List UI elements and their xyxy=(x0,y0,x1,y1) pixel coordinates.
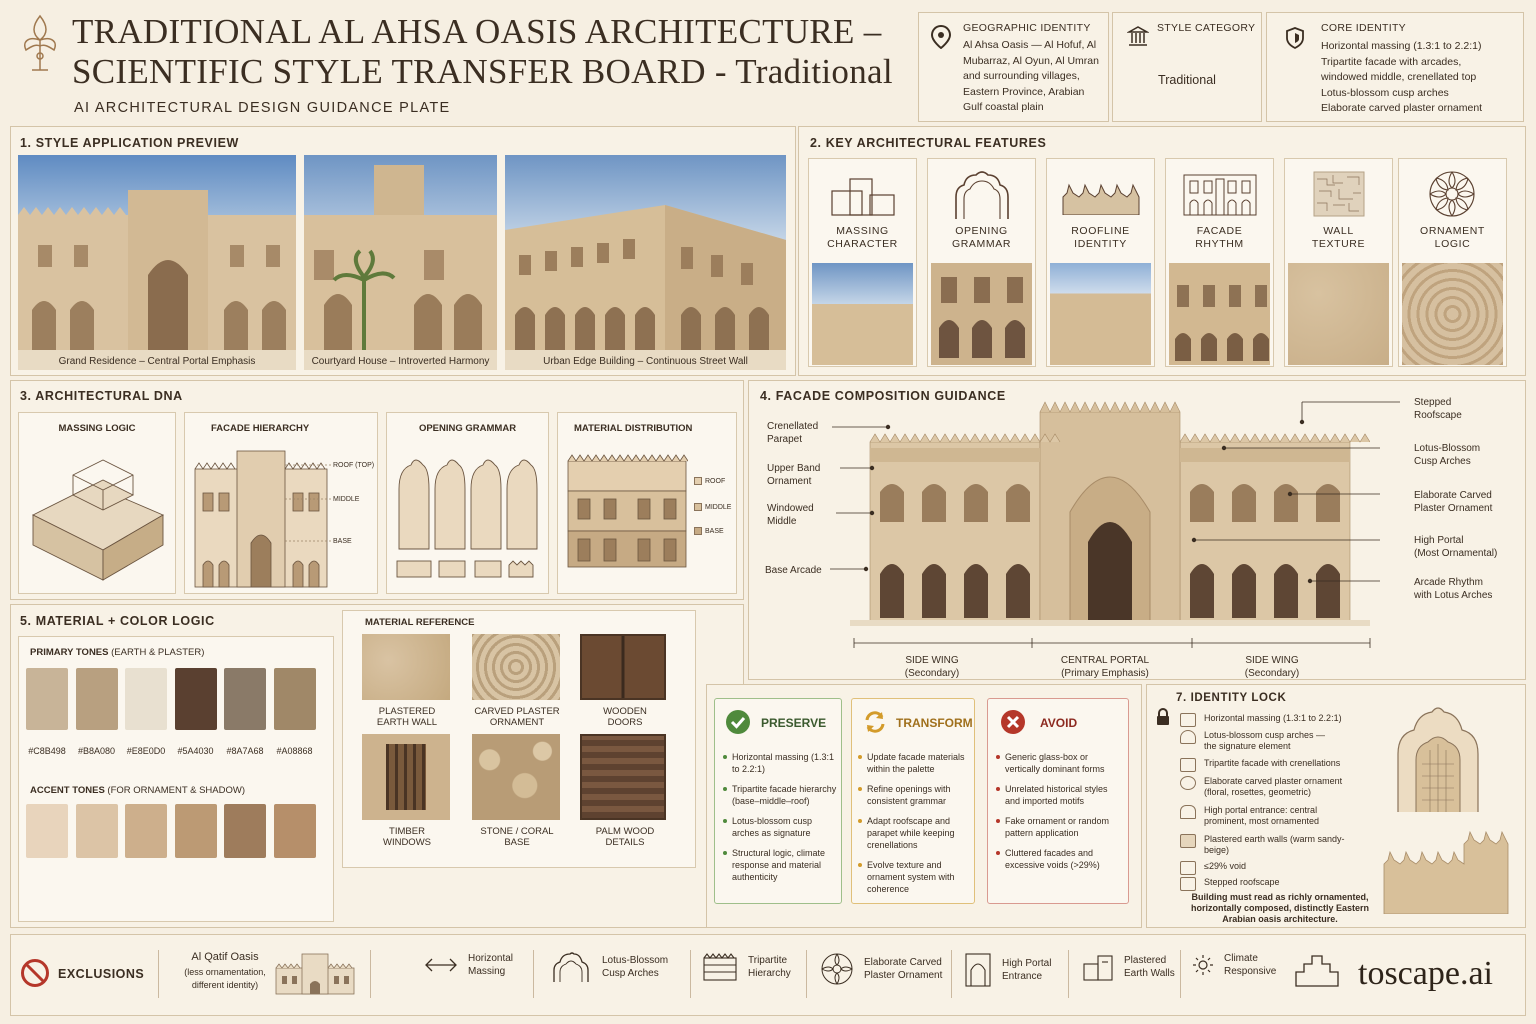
feature-photo xyxy=(1402,263,1503,365)
footer-item-text xyxy=(602,954,668,980)
geo-text: Al Ahsa Oasis — Al Hofuf, Al Mubarraz, Al Oyun, Al Umran and surrounding villages, Eastern Province, Arabian Gulf coastal plain xyxy=(963,39,1099,113)
section-1-title: 1. STYLE APPLICATION PREVIEW xyxy=(20,136,239,150)
sun-icon xyxy=(1192,954,1214,976)
footer-divider xyxy=(806,950,807,998)
mat-key-text: MIDDLE xyxy=(705,503,732,511)
color-swatch xyxy=(274,804,316,858)
color-swatch xyxy=(26,804,68,858)
preserve-item: Horizontal massing (1.3:1 to 2.2:1) xyxy=(723,751,839,775)
preview-caption: Grand Residence – Central Portal Emphasis xyxy=(58,356,256,367)
callout-line: Middle xyxy=(767,516,797,527)
feature-ornament-logic xyxy=(1398,158,1507,367)
footer-divider xyxy=(370,950,371,998)
callout-line: Stepped xyxy=(1414,397,1452,408)
footer-item-earth-walls xyxy=(1082,952,1175,982)
footer-item-climate xyxy=(1192,952,1276,978)
facade-icon xyxy=(1180,758,1196,772)
footer-item-line: Responsive xyxy=(1224,966,1277,977)
mat-ref-line: WOODEN xyxy=(603,706,647,717)
color-hex-label: #C8B498 xyxy=(28,746,66,756)
zone-line: SIDE WING xyxy=(1245,655,1299,666)
zone-line: CENTRAL PORTAL xyxy=(1060,655,1150,666)
footer-item-line: Plastered xyxy=(1124,955,1167,966)
facade-rhythm-icon xyxy=(1182,171,1258,217)
page-title xyxy=(72,12,893,92)
zone-line: SIDE WING xyxy=(905,655,959,666)
preserve-item: Structural logic, climate response and material authenticity xyxy=(723,847,839,883)
footer-item-line: Cusp Arches xyxy=(602,968,659,979)
geo-label: GEOGRAPHIC IDENTITY xyxy=(963,22,1091,34)
mat-key-base xyxy=(694,527,724,535)
avoid-item: Fake ornament or random pattern application xyxy=(996,815,1124,839)
callout-line: Lotus-Blossom xyxy=(1414,443,1481,454)
lock-item-text: Stepped roofscape xyxy=(1204,877,1280,887)
avoid-title: AVOID xyxy=(1040,716,1078,730)
location-pin-icon xyxy=(931,25,951,49)
accent-label-text: ACCENT TONES xyxy=(30,785,105,796)
callout-line: Windowed xyxy=(767,503,814,514)
core-line: Elaborate carved plaster ornament xyxy=(1321,102,1483,114)
preserve-list xyxy=(723,751,839,891)
callout-high-portal xyxy=(1414,534,1497,560)
core-lines xyxy=(1321,39,1482,117)
shield-icon xyxy=(1285,27,1305,49)
section-7-title: 7. IDENTITY LOCK xyxy=(1176,692,1287,704)
identity-statement: Building must read as richly ornamented, horizontally composed, distinctly Eastern Arabian oasis architecture. xyxy=(1190,892,1370,924)
mat-ref-caption xyxy=(362,826,452,848)
footer-divider xyxy=(1180,950,1181,998)
zone-dimension-line xyxy=(852,636,1372,650)
color-swatch xyxy=(274,668,316,730)
portal-icon xyxy=(1180,805,1196,819)
footer-item-line: Earth Walls xyxy=(1124,968,1175,979)
wall-icon xyxy=(1180,834,1196,848)
lock-item-text: Plastered earth walls (warm sandy-beige) xyxy=(1204,834,1345,855)
avoid-item: Unrelated historical styles and imported motifs xyxy=(996,783,1124,807)
mat-ref-image xyxy=(580,734,666,820)
tier-middle-label: MIDDLE xyxy=(333,496,360,503)
portal-icon xyxy=(964,952,992,988)
refresh-icon xyxy=(862,709,888,735)
lock-item xyxy=(1180,834,1354,856)
feature-photo xyxy=(1169,263,1270,365)
callout-carved-plaster xyxy=(1414,489,1492,515)
zone-central-portal xyxy=(1040,654,1170,680)
mat-ref-line: STONE / CORAL xyxy=(480,826,554,837)
lock-item xyxy=(1180,861,1246,875)
preserve-item: Lotus-blossom cusp arches as signature xyxy=(723,815,839,839)
exclusions-label: EXCLUSIONS xyxy=(58,967,145,981)
check-icon xyxy=(725,709,751,735)
feature-label-line: MASSING xyxy=(836,225,889,237)
opening-grammar-label: OPENING GRAMMAR xyxy=(418,423,517,434)
color-hex-label: #A08868 xyxy=(276,746,313,756)
mat-ref-doors xyxy=(580,634,670,728)
zone-line: (Primary Emphasis) xyxy=(1061,668,1149,679)
footer-item-tripartite xyxy=(702,952,791,982)
feature-label xyxy=(1399,225,1506,251)
feature-label-line: RHYTHM xyxy=(1195,238,1244,250)
callout-leaders xyxy=(820,400,1420,660)
feature-label-line: ROOFLINE xyxy=(1071,225,1130,237)
primary-label-text: PRIMARY TONES xyxy=(30,647,109,658)
excluded-style-note: (less ornamentation, different identity) xyxy=(184,967,266,990)
lock-item xyxy=(1180,805,1354,827)
lock-item xyxy=(1180,776,1354,798)
mat-key-text: ROOF xyxy=(705,477,726,485)
color-swatch xyxy=(224,668,266,730)
feature-label-line: ORNAMENT xyxy=(1420,225,1485,237)
footer-divider xyxy=(1068,950,1069,998)
callout-line: Arcade Rhythm xyxy=(1414,577,1483,588)
facade-hierarchy-card xyxy=(184,412,378,594)
callout-upper-band xyxy=(767,462,820,488)
transform-card xyxy=(851,698,975,904)
excluded-style-name: Al Qatif Oasis xyxy=(191,951,259,963)
mat-ref-line: ORNAMENT xyxy=(489,717,545,728)
lock-item xyxy=(1180,730,1334,752)
mat-ref-stone xyxy=(472,734,562,848)
footer-item-line: Elaborate Carved xyxy=(864,957,942,968)
footer-item-line: Plaster Ornament xyxy=(864,970,943,981)
callout-arcade-rhythm xyxy=(1414,576,1492,602)
feature-label xyxy=(928,225,1035,251)
callout-line: with Lotus Arches xyxy=(1414,590,1493,601)
stepped-roof-icon xyxy=(1180,877,1196,891)
lock-item-text: Tripartite facade with crenellations xyxy=(1204,758,1341,768)
avoid-item: Generic glass-box or vertically dominant forms xyxy=(996,751,1124,775)
page-subtitle: AI ARCHITECTURAL DESIGN GUIDANCE PLATE xyxy=(74,100,451,116)
core-line: windowed middle, crenellated top xyxy=(1321,71,1477,83)
footer-item-horizontal-massing xyxy=(424,952,513,978)
footer-item-line: Horizontal xyxy=(468,953,514,964)
feature-photo xyxy=(812,263,913,365)
preview-urban-edge xyxy=(505,155,786,370)
callout-line: Ornament xyxy=(767,476,812,487)
footer-item-line: Tripartite xyxy=(748,955,788,966)
section-5-title: 5. MATERIAL + COLOR LOGIC xyxy=(20,614,215,628)
timber-window xyxy=(386,744,426,810)
crenellation-icon xyxy=(1061,179,1141,215)
mat-ref-image xyxy=(362,734,450,820)
callout-line: High Portal xyxy=(1414,535,1464,546)
mat-ref-caption xyxy=(472,826,562,848)
avoid-card xyxy=(987,698,1129,904)
preserve-title: PRESERVE xyxy=(761,716,827,730)
tier-roof-label: ROOF (TOP) xyxy=(333,462,375,469)
double-arrow-icon xyxy=(424,957,458,973)
feature-label-line: GRAMMAR xyxy=(951,238,1012,250)
footer-item-text xyxy=(1124,954,1175,980)
accent-tones-label xyxy=(30,785,245,796)
footer-divider xyxy=(690,950,691,998)
mat-key-swatch xyxy=(694,503,702,511)
footer-item-line: Entrance xyxy=(1002,971,1043,982)
footer-item-text xyxy=(1002,957,1051,983)
feature-roofline-identity xyxy=(1046,158,1155,367)
tier-base-label: BASE xyxy=(333,538,352,545)
lock-item-text: Elaborate carved plaster ornament (floral, rosettes, geometric) xyxy=(1204,776,1343,797)
mat-ref-line: PLASTERED xyxy=(378,706,436,717)
color-swatch xyxy=(125,804,167,858)
mat-ref-line: TIMBER xyxy=(389,826,425,837)
feature-label-line: CHARACTER xyxy=(827,238,898,250)
feature-massing-character xyxy=(808,158,917,367)
stepped-roof-icon xyxy=(1294,952,1340,988)
callout-windowed-middle xyxy=(767,502,814,528)
lock-item-text: High portal entrance: central prominent, most ornamented xyxy=(1204,805,1320,826)
color-swatch xyxy=(175,668,217,730)
material-ref-title: MATERIAL REFERENCE xyxy=(365,617,475,628)
callout-line: Roofscape xyxy=(1414,410,1462,421)
core-line: Lotus-blossom cusp arches xyxy=(1321,86,1449,99)
material-distribution-label: MATERIAL DISTRIBUTION xyxy=(574,423,693,434)
feature-label-line: IDENTITY xyxy=(1074,238,1127,250)
feature-wall-texture xyxy=(1284,158,1393,367)
prohibited-icon xyxy=(20,958,50,988)
transform-list xyxy=(858,751,974,903)
mat-ref-timber xyxy=(362,734,452,848)
excluded-style xyxy=(180,950,270,992)
massing-logic-card xyxy=(18,412,176,594)
footer-divider xyxy=(533,950,534,998)
footer-item-text xyxy=(748,954,791,980)
footer-item-line: Massing xyxy=(468,966,506,977)
arch-icon xyxy=(1180,730,1196,744)
avoid-list xyxy=(996,751,1124,879)
mat-ref-carved xyxy=(472,634,562,728)
feature-label xyxy=(1166,225,1273,251)
color-swatch xyxy=(76,668,118,730)
primary-label-note: (EARTH & PLASTER) xyxy=(111,647,205,658)
rosette-icon xyxy=(820,952,854,986)
color-hex-label: #5A4030 xyxy=(177,746,214,756)
mat-ref-line: BASE xyxy=(504,837,530,848)
footer-item-cusp-arches xyxy=(550,952,668,982)
style-label: STYLE CATEGORY xyxy=(1157,22,1256,34)
feature-label xyxy=(809,225,916,251)
section-3-title: 3. ARCHITECTURAL DNA xyxy=(20,389,183,403)
lock-item xyxy=(1180,877,1280,891)
color-swatch xyxy=(125,668,167,730)
transform-item: Refine openings with consistent grammar xyxy=(858,783,974,807)
isometric-massing-sketch xyxy=(23,455,173,585)
lock-icon xyxy=(1156,708,1170,726)
callout-stepped-roofscape xyxy=(1414,396,1462,422)
wall-icon xyxy=(1082,952,1114,982)
mat-ref-caption xyxy=(362,706,452,728)
preview-caption: Urban Edge Building – Continuous Street Wall xyxy=(543,356,748,367)
facade-hierarchy-label: FACADE HIERARCHY xyxy=(211,423,310,434)
callout-line: Elaborate Carved xyxy=(1414,490,1492,501)
callout-line: Cusp Arches xyxy=(1414,456,1471,467)
callout-line: Plaster Ornament xyxy=(1414,503,1493,514)
preserve-item: Tripartite facade hierarchy (base–middle–roof) xyxy=(723,783,839,807)
footer-item-line: High Portal xyxy=(1002,958,1052,969)
footer-item-carved-plaster xyxy=(820,952,942,986)
callout-base-arcade xyxy=(765,564,822,577)
logo-emblem xyxy=(18,12,62,74)
zone-side-wing-right xyxy=(1222,654,1322,680)
feature-opening-grammar xyxy=(927,158,1036,367)
brand-wordmark: toscape.ai xyxy=(1358,955,1493,992)
zone-line: (Secondary) xyxy=(904,668,960,679)
preview-courtyard-house xyxy=(304,155,497,370)
preview-caption: Courtyard House – Introverted Harmony xyxy=(311,356,490,367)
lock-item xyxy=(1180,713,1374,727)
lock-item-text: Lotus-blossom cusp arches — the signature element xyxy=(1204,730,1326,751)
mat-ref-image xyxy=(362,634,450,700)
footer-item-text xyxy=(468,952,513,978)
temple-icon xyxy=(1127,25,1149,47)
feature-photo xyxy=(1050,263,1151,365)
feature-label-line: OPENING xyxy=(955,225,1008,237)
transform-item: Adapt roofscape and parapet while keeping crenellations xyxy=(858,815,974,851)
rosette-icon xyxy=(1427,169,1477,219)
footer-item-line: Hierarchy xyxy=(748,968,791,979)
mat-key-swatch xyxy=(694,477,702,485)
tier-dividers xyxy=(285,453,333,573)
avoid-item: Cluttered facades and excessive voids (>29%) xyxy=(996,847,1124,871)
mat-ref-line: EARTH WALL xyxy=(376,717,438,728)
feature-facade-rhythm xyxy=(1165,158,1274,367)
footer-item-high-portal xyxy=(964,952,1051,988)
primary-tones-label xyxy=(30,647,204,658)
callout-line: Parapet xyxy=(767,434,803,445)
zone-line: (Secondary) xyxy=(1244,668,1300,679)
geo-identity-card xyxy=(918,12,1109,122)
preserve-card xyxy=(714,698,842,904)
mat-ref-line: WINDOWS xyxy=(382,837,432,848)
core-line: Tripartite facade with arcades, xyxy=(1321,55,1462,68)
feature-photo xyxy=(931,263,1032,365)
color-hex-label: #E8E0D0 xyxy=(126,746,166,756)
color-swatch xyxy=(175,804,217,858)
style-category-card xyxy=(1112,12,1262,122)
mat-ref-line: PALM WOOD xyxy=(595,826,655,837)
cross-icon xyxy=(1000,709,1026,735)
footer-divider xyxy=(951,950,952,998)
footer-item-line: Climate xyxy=(1224,953,1258,964)
mat-ref-palm xyxy=(580,734,670,848)
style-value: Traditional xyxy=(1158,73,1216,87)
feature-label-line: TEXTURE xyxy=(1311,238,1366,250)
zone-side-wing-left xyxy=(882,654,982,680)
lock-item-text: Horizontal massing (1.3:1 to 2.2:1) xyxy=(1204,713,1342,723)
footer-item-line: Lotus-Blossom xyxy=(602,955,669,966)
callout-lotus-arches xyxy=(1414,442,1480,468)
mat-key-middle xyxy=(694,503,731,511)
color-hex-label: #B8A080 xyxy=(77,746,116,756)
footer-item-text xyxy=(864,956,942,982)
massing-icon xyxy=(1180,713,1196,727)
feature-label-line: FACADE xyxy=(1196,225,1243,237)
mat-key-roof xyxy=(694,477,725,485)
arch-types-sketch xyxy=(393,449,543,589)
cusp-arch-icon xyxy=(550,952,592,982)
lotus-arch-sketch xyxy=(1388,704,1488,814)
feature-label-line: WALL xyxy=(1323,225,1354,237)
mat-ref-image xyxy=(472,734,560,820)
color-swatch xyxy=(76,804,118,858)
feature-label-line: LOGIC xyxy=(1434,238,1471,250)
callout-line: (Most Ornamental) xyxy=(1414,548,1498,559)
core-label: CORE IDENTITY xyxy=(1321,22,1406,34)
core-identity-card xyxy=(1266,12,1524,122)
mat-key-text: BASE xyxy=(705,527,724,535)
accent-label-note: (FOR ORNAMENT & SHADOW) xyxy=(107,785,245,796)
texture-icon xyxy=(1313,171,1365,217)
transform-title: TRANSFORM xyxy=(896,716,973,730)
footer-item-text xyxy=(1224,952,1276,978)
tripartite-icon xyxy=(702,952,738,982)
massing-icon xyxy=(826,173,900,217)
mat-ref-caption xyxy=(580,826,670,848)
feature-photo xyxy=(1288,263,1389,365)
lock-item xyxy=(1180,758,1374,772)
mat-ref-line: CARVED PLASTER xyxy=(474,706,560,717)
core-line: Horizontal massing (1.3:1 to 2.2:1) xyxy=(1321,40,1482,52)
transform-item: Evolve texture and ornament system with coherence xyxy=(858,859,974,895)
title-line-2: SCIENTIFIC STYLE TRANSFER BOARD - Traditional xyxy=(72,52,893,91)
callout-line: Base Arcade xyxy=(765,565,822,576)
rosette-icon xyxy=(1180,776,1196,790)
excluded-building-sketch xyxy=(272,948,358,996)
preview-grand-residence xyxy=(18,155,296,370)
mat-ref-caption xyxy=(580,706,670,728)
feature-label xyxy=(1285,225,1392,251)
material-distribution-card xyxy=(557,412,737,594)
feature-label xyxy=(1047,225,1154,251)
cusp-arch-icon xyxy=(948,167,1016,221)
mat-ref-image xyxy=(472,634,560,700)
callout-line: Crenellated xyxy=(767,421,819,432)
callout-crenellated-parapet xyxy=(767,420,818,446)
mat-ref-line: DETAILS xyxy=(605,837,645,848)
material-facade-sketch xyxy=(566,451,688,569)
footer-divider xyxy=(158,950,159,998)
title-line-1: TRADITIONAL AL AHSA OASIS ARCHITECTURE – xyxy=(72,12,882,51)
color-swatch xyxy=(224,804,266,858)
section-2-title: 2. KEY ARCHITECTURAL FEATURES xyxy=(810,136,1047,150)
transform-item: Update facade materials within the palette xyxy=(858,751,974,775)
crenellated-wall-sketch xyxy=(1380,824,1510,914)
lock-item-text: ≤29% void xyxy=(1204,861,1246,871)
color-hex-label: #8A7A68 xyxy=(226,746,264,756)
mat-ref-caption xyxy=(472,706,562,728)
section-4-title: 4. FACADE COMPOSITION GUIDANCE xyxy=(760,389,1006,403)
callout-line: Upper Band xyxy=(767,463,821,474)
mat-ref-image xyxy=(580,634,666,700)
color-swatch xyxy=(26,668,68,730)
mat-ref-plaster xyxy=(362,634,452,728)
mat-ref-line: DOORS xyxy=(607,717,643,728)
massing-logic-label: MASSING LOGIC xyxy=(58,423,136,434)
mat-key-swatch xyxy=(694,527,702,535)
void-icon xyxy=(1180,861,1196,875)
opening-grammar-card xyxy=(386,412,549,594)
